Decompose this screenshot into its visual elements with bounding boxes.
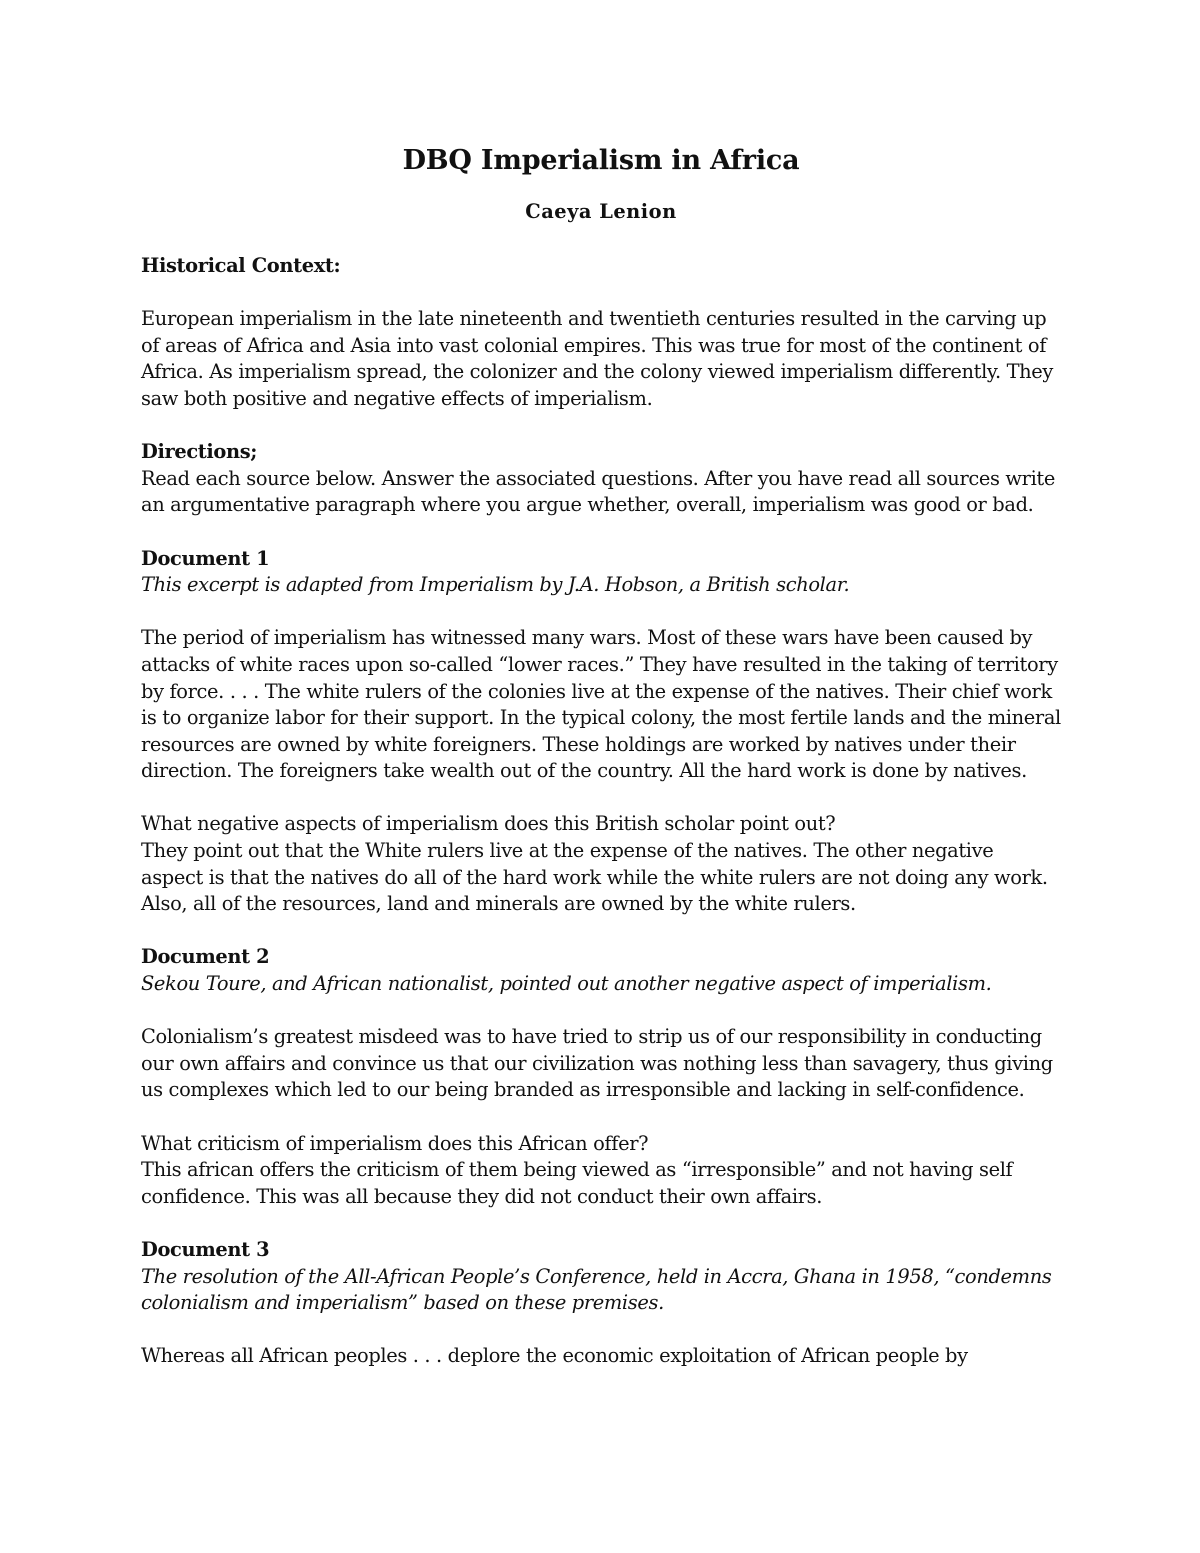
document-1-excerpt: The period of imperialism has witnessed many wars. Most of these wars have been caused by attacks of white races upon so-called “lower races.” They have resulted in the taking of territory by force. . . . The white rulers of the colonies live at the expense of the natives. Their chief work is to organize labor for their support. In the typical colony, the most fertile lands and the mineral resources are owned by white foreigners. These holdings are worked by natives under their direction. The foreigners take wealth out of the country. All the hard work is done by natives.: [141, 626, 1061, 783]
document-1-heading: Document 1: [141, 546, 270, 570]
directions-body: Read each source below. Answer the associated questions. After you have read all sources write an argumentative paragraph where you argue whether, overall, imperialism was good or bad.: [141, 466, 1056, 517]
document-1-answer: They point out that the White rulers live at the expense of the natives. The other negative aspect is that the natives do all of the hard work while the white rulers are not doing any work. Also, all of the resources, land and minerals are owned by the white rulers.: [141, 839, 1048, 916]
historical-context-body: European imperialism in the late nineteenth and twentieth centuries resulted in the carving up of areas of Africa and Asia into vast colonial empires. This was true for most of the continent of Africa. As imperialism spread, the colonizer and the colony viewed imperialism differently. They saw both positive and negative effects of imperialism.: [141, 307, 1054, 410]
document-content: [141, 141, 1061, 1370]
historical-context-heading: Historical Context:: [141, 254, 341, 277]
document-3-heading: Document 3: [141, 1237, 270, 1261]
directions-heading: Directions;: [141, 440, 258, 464]
document-3-excerpt: Whereas all African peoples . . . deplore the economic exploitation of African people by: [141, 1344, 968, 1368]
document-1-source: This excerpt is adapted from Imperialism by J.A. Hobson, a British scholar.: [141, 573, 850, 597]
document-2-answer: This african offers the criticism of them being viewed as “irresponsible” and not having self confidence. This was all because they did not conduct their own affairs.: [141, 1158, 1013, 1208]
document-3-source: The resolution of the All-African People’s Conference, held in Accra, Ghana in 1958, “condemns colonialism and imperialism” based on these premises.: [141, 1264, 1052, 1315]
document-2-excerpt: Colonialism’s greatest misdeed was to have tried to strip us of our responsibility in conducting our own affairs and convince us that our civilization was nothing less than savagery, thus giving us complexes which led to our being branded as irresponsible and lacking in self-confidence.: [141, 1025, 1053, 1102]
author-name: Caeya Lenion: [525, 200, 677, 223]
document-2-source: Sekou Toure, and African nationalist, pointed out another negative aspect of imperialism.: [141, 972, 992, 996]
document-2-heading: Document 2: [141, 945, 270, 969]
document-title: DBQ Imperialism in Africa: [402, 145, 800, 176]
document-1-question: What negative aspects of imperialism does this British scholar point out?: [141, 812, 836, 836]
document-2-question: What criticism of imperialism does this African offer?: [141, 1131, 649, 1155]
